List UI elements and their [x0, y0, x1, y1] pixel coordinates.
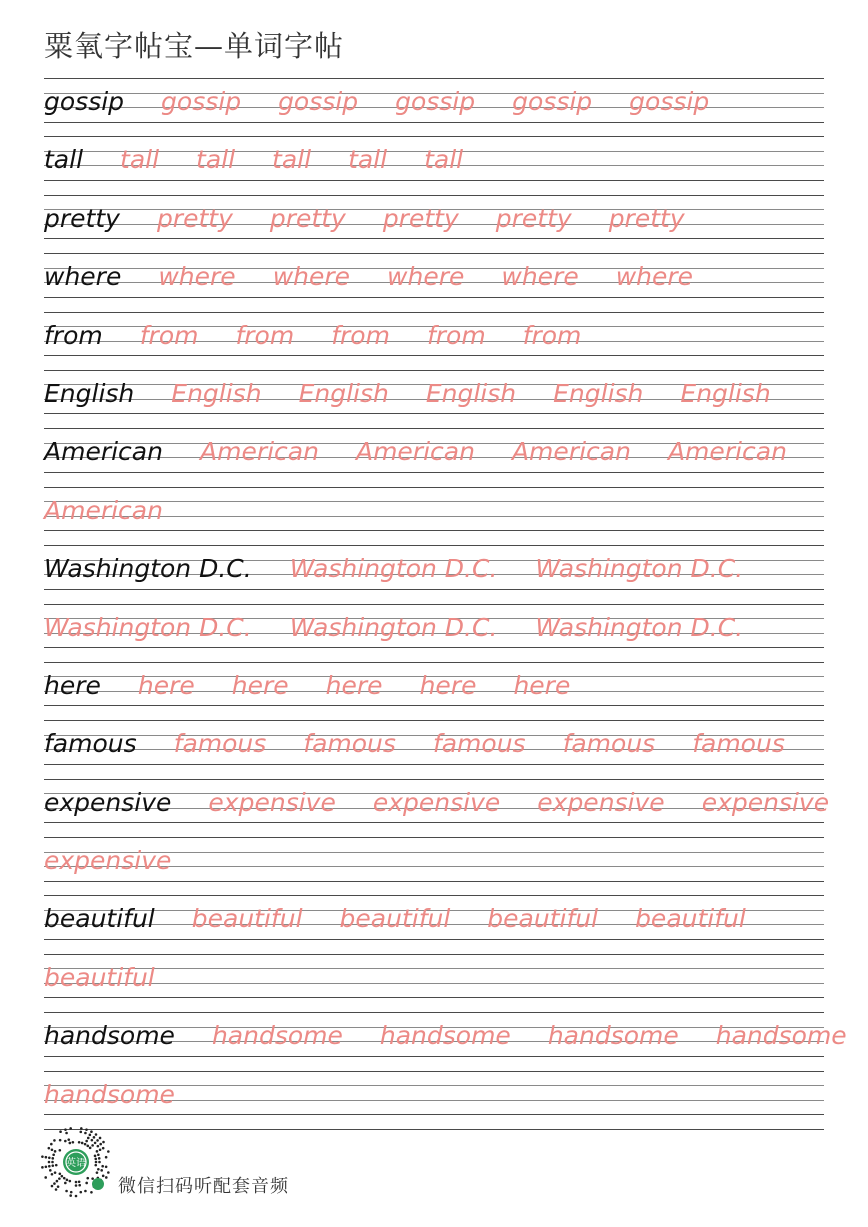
practice-row [44, 312, 824, 370]
trace-word: English [171, 378, 262, 408]
guide-line [44, 1012, 824, 1013]
row-words [44, 783, 830, 823]
practice-row [44, 720, 824, 778]
trace-word: American [44, 495, 163, 525]
trace-word: handsome [547, 1021, 679, 1051]
practice-row [44, 1071, 824, 1129]
model-word: gossip [44, 87, 125, 116]
trace-word: English [298, 378, 389, 408]
trace-word: where [158, 262, 236, 292]
trace-word: from [139, 320, 199, 350]
trace-word: Washington D.C. [535, 554, 744, 584]
footer [40, 1126, 440, 1198]
trace-word: expensive [701, 787, 830, 817]
trace-word: beautiful [487, 904, 599, 934]
trace-word: handsome [44, 1079, 175, 1109]
trace-word: tall [272, 145, 312, 175]
trace-word: English [680, 378, 771, 408]
page-title: 粟氧字帖宝—单词字帖 [44, 29, 345, 63]
trace-word: famous [303, 729, 396, 759]
trace-word: beautiful [44, 962, 155, 992]
model-word: expensive [44, 787, 172, 817]
row-words [44, 82, 824, 122]
row-words [44, 432, 824, 472]
trace-word: handsome [379, 1021, 511, 1051]
row-words [44, 199, 824, 239]
trace-word: here [325, 670, 383, 700]
trace-word: handsome [715, 1021, 847, 1051]
trace-word: pretty [608, 203, 685, 233]
trace-word: expensive [372, 787, 501, 817]
trace-word: beautiful [339, 904, 451, 934]
model-word: beautiful [44, 904, 155, 934]
trace-word: famous [562, 729, 656, 759]
guide-line [44, 837, 824, 838]
trace-word: where [501, 262, 579, 292]
trace-word: from [331, 320, 390, 350]
footer-caption: 微信扫码听配套音频 [118, 1176, 289, 1197]
trace-word: where [615, 262, 694, 292]
trace-word: Washington D.C. [289, 554, 498, 584]
practice-row [44, 195, 824, 253]
guide-line [44, 1071, 824, 1072]
trace-word: pretty [269, 203, 346, 233]
practice-row [44, 954, 824, 1012]
guide-line [44, 370, 824, 371]
practice-row [44, 428, 824, 486]
guide-line [44, 720, 824, 721]
trace-word: handsome [211, 1021, 343, 1051]
trace-word: famous [692, 729, 785, 759]
guide-line [44, 779, 824, 780]
guide-line [44, 253, 824, 254]
guide-line [44, 312, 824, 313]
row-words [44, 841, 824, 881]
model-word: from [44, 320, 103, 350]
model-word: English [44, 378, 135, 408]
row-words [44, 374, 824, 414]
trace-word: English [425, 378, 517, 408]
row-words [44, 1016, 847, 1056]
row-words [44, 316, 824, 356]
trace-word: here [137, 670, 195, 700]
practice-row [44, 136, 824, 194]
practice-row [44, 545, 824, 603]
trace-word: Washington D.C. [44, 612, 252, 642]
row-words [44, 666, 824, 706]
trace-word: expensive [44, 846, 172, 876]
practice-row [44, 78, 824, 136]
guide-line [44, 487, 824, 488]
model-word: famous [44, 729, 137, 759]
trace-word: beautiful [191, 904, 303, 934]
trace-word: American [511, 437, 631, 467]
row-words [44, 608, 824, 648]
trace-word: here [231, 670, 289, 700]
trace-word: pretty [382, 203, 459, 233]
model-word: tall [44, 145, 84, 175]
guide-line [44, 78, 824, 79]
trace-word: tall [424, 145, 464, 175]
trace-word: tall [196, 145, 236, 175]
trace-word: where [272, 262, 351, 292]
row-words [44, 140, 824, 180]
trace-word: gossip [161, 87, 242, 116]
trace-word: beautiful [635, 904, 746, 934]
trace-word: expensive [208, 787, 336, 817]
row-words [44, 491, 824, 531]
row-words [44, 1075, 824, 1115]
model-word: where [44, 262, 122, 292]
trace-word: where [387, 262, 465, 292]
trace-word: here [419, 670, 477, 700]
practice-row [44, 837, 824, 895]
practice-row [44, 604, 824, 662]
practice-row [44, 370, 824, 428]
practice-row [44, 895, 824, 953]
guide-line [44, 954, 824, 955]
copybook-sheet [44, 78, 847, 1130]
trace-word: Washington D.C. [289, 612, 498, 642]
trace-word: from [235, 320, 295, 350]
practice-row [44, 779, 830, 837]
trace-word: from [522, 320, 582, 350]
guide-line [44, 195, 824, 196]
practice-row [44, 487, 824, 545]
trace-word: gossip [629, 87, 710, 116]
trace-word: American [199, 437, 319, 467]
guide-line [44, 662, 824, 663]
trace-word: famous [173, 729, 267, 759]
trace-word: tall [348, 145, 388, 175]
trace-word: from [426, 320, 486, 350]
practice-row [44, 662, 824, 720]
practice-row [44, 1012, 847, 1070]
model-word: here [44, 670, 101, 700]
row-words [44, 724, 824, 764]
model-word: Washington D.C. [44, 554, 252, 584]
guide-line [44, 136, 824, 137]
model-word: pretty [44, 203, 120, 233]
trace-word: American [667, 437, 787, 467]
practice-row [44, 253, 824, 311]
trace-word: Washington D.C. [535, 612, 744, 642]
guide-line [44, 428, 824, 429]
trace-word: gossip [278, 87, 359, 116]
model-word: American [44, 437, 163, 467]
trace-word: pretty [156, 203, 233, 233]
qr-code-icon[interactable] [40, 1126, 112, 1198]
trace-word: here [513, 670, 571, 700]
qr-badge-label: 英语 [66, 1158, 86, 1169]
trace-word: famous [432, 729, 526, 759]
trace-word: American [355, 437, 475, 467]
guide-line [44, 604, 824, 605]
trace-word: tall [120, 145, 160, 175]
row-words [44, 257, 824, 297]
trace-word: pretty [495, 203, 572, 233]
trace-word: expensive [537, 787, 665, 817]
row-words [44, 899, 824, 939]
trace-word: gossip [512, 87, 593, 116]
row-words [44, 549, 824, 589]
trace-word: gossip [395, 87, 476, 116]
trace-word: English [553, 378, 644, 408]
row-words [44, 958, 824, 998]
model-word: handsome [44, 1021, 175, 1051]
guide-line [44, 545, 824, 546]
guide-line [44, 895, 824, 896]
